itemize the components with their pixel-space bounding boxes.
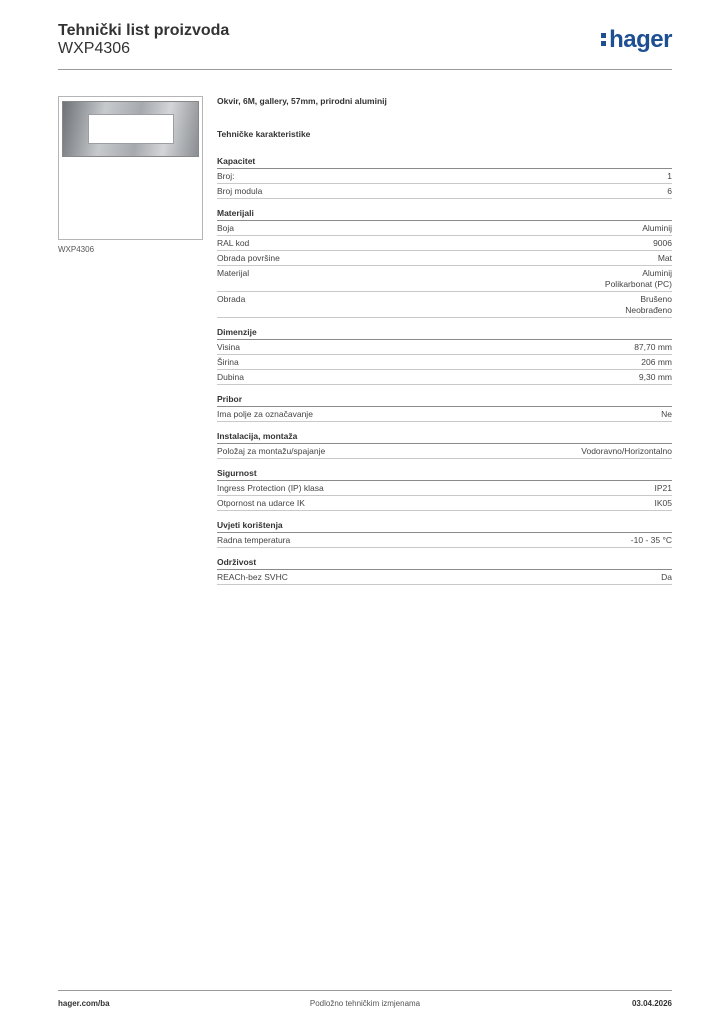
spec-label: Broj: [217, 171, 235, 181]
section-title: Sigurnost [217, 467, 672, 481]
spec-label: RAL kod [217, 238, 250, 248]
spec-section [217, 430, 672, 459]
spec-section [217, 155, 672, 199]
spec-value: 9006 [653, 238, 672, 248]
spec-label: Ima polje za označavanje [217, 409, 313, 419]
spec-label: Radna temperatura [217, 535, 291, 545]
page-title: Tehnički list proizvoda [58, 22, 230, 39]
spec-row [217, 251, 672, 266]
spec-value: IK05 [654, 498, 672, 508]
product-description: Okvir, 6M, gallery, 57mm, prirodni aluminij [217, 96, 387, 106]
spec-row [217, 292, 672, 318]
footer-date: 03.04.2026 [631, 999, 672, 1008]
spec-sections [217, 155, 672, 585]
spec-row [217, 355, 672, 370]
spec-row [217, 266, 672, 292]
frame-picture [62, 101, 199, 157]
hager-logo [601, 26, 672, 54]
spec-value: 9,30 mm [638, 372, 672, 382]
spec-value: Aluminij [642, 223, 672, 233]
spec-label: Širina [217, 357, 239, 367]
spec-row [217, 496, 672, 511]
spec-label: Otpornost na udarce IK [217, 498, 305, 508]
frame-opening [88, 114, 174, 144]
section-title: Uvjeti korištenja [217, 519, 672, 533]
spec-row [217, 340, 672, 355]
spec-section [217, 326, 672, 385]
spec-label: Dubina [217, 372, 244, 382]
spec-value: 87,70 mm [634, 342, 672, 352]
spec-content [217, 96, 672, 593]
section-title: Materijali [217, 207, 672, 221]
spec-section [217, 393, 672, 422]
spec-row [217, 236, 672, 251]
spec-value: 1 [667, 171, 672, 181]
spec-section [217, 519, 672, 548]
spec-value: 6 [667, 186, 672, 196]
product-code: WXP4306 [58, 40, 131, 57]
spec-value: 206 mm [641, 357, 672, 367]
footer-notice: Podložno tehničkim izmjenama [309, 999, 421, 1008]
footer-website: hager.com/ba [58, 999, 110, 1008]
section-title: Kapacitet [217, 155, 672, 169]
spec-row [217, 481, 672, 496]
spec-label: Materijal [217, 268, 250, 278]
spec-value: Aluminij Polikarbonat (PC) [604, 268, 672, 289]
spec-label: Broj modula [217, 186, 263, 196]
spec-row [217, 444, 672, 459]
spec-row [217, 407, 672, 422]
spec-value: -10 - 35 °C [630, 535, 672, 545]
spec-label: Visina [217, 342, 240, 352]
section-title: Održivost [217, 556, 672, 570]
spec-label: Obrada površine [217, 253, 280, 263]
page-footer [58, 990, 672, 1010]
spec-row [217, 184, 672, 199]
section-title: Instalacija, montaža [217, 430, 672, 444]
spec-row [217, 221, 672, 236]
spec-value: Mat [657, 253, 672, 263]
product-image-caption: WXP4306 [58, 245, 95, 254]
spec-value: Vodoravno/Horizontalno [581, 446, 672, 456]
spec-value: Da [661, 572, 672, 582]
spec-value: IP21 [654, 483, 672, 493]
spec-row [217, 570, 672, 585]
spec-row [217, 370, 672, 385]
spec-label: Obrada [217, 294, 246, 304]
spec-value: Brušeno Neobrađeno [625, 294, 672, 315]
spec-label: Ingress Protection (IP) klasa [217, 483, 324, 493]
characteristics-title: Tehničke karakteristike [217, 129, 311, 139]
spec-value: Ne [661, 409, 672, 419]
product-image [58, 96, 203, 240]
spec-row [217, 169, 672, 184]
section-title: Dimenzije [217, 326, 672, 340]
spec-section [217, 556, 672, 585]
logo-text: hager [609, 26, 672, 53]
spec-label: Boja [217, 223, 235, 233]
logo-dots-icon [601, 30, 607, 48]
page-header [58, 20, 672, 70]
spec-section [217, 467, 672, 511]
section-title: Pribor [217, 393, 672, 407]
spec-row [217, 533, 672, 548]
spec-label: Položaj za montažu/spajanje [217, 446, 326, 456]
spec-label: REACh-bez SVHC [217, 572, 288, 582]
spec-section [217, 207, 672, 318]
